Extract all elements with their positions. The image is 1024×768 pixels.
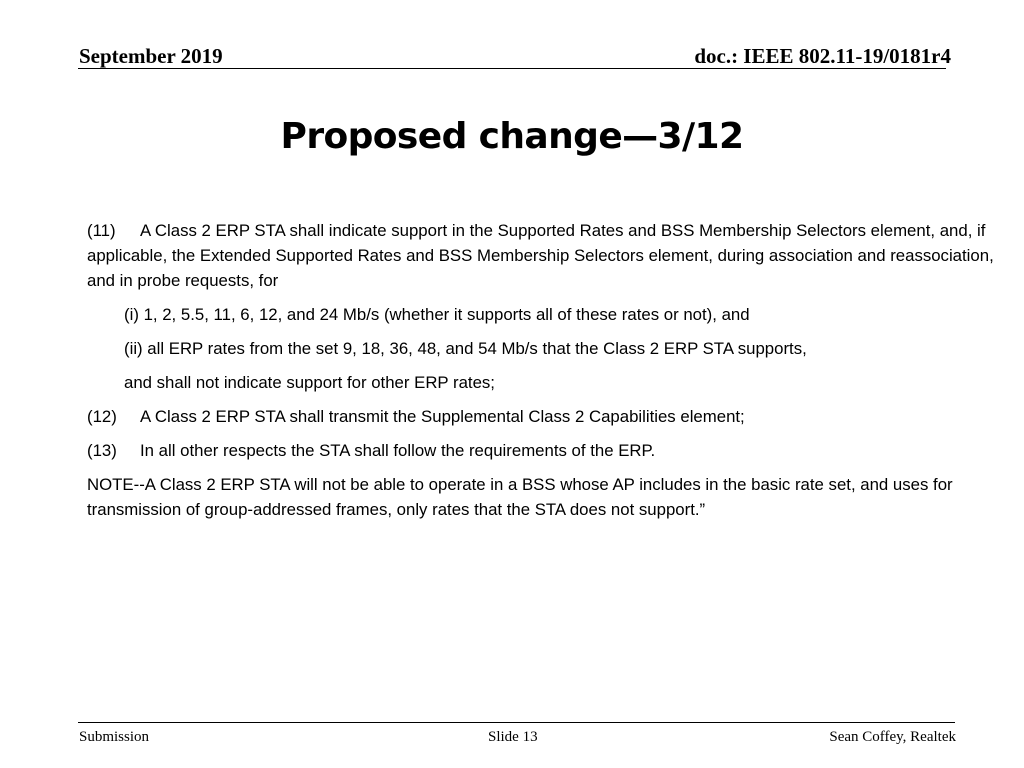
item-11-text: A Class 2 ERP STA shall indicate support in the Supported Rates and BSS Membership Selectors element, and, if applicable, the Extended Supported Rates and BSS Membership Selectors element, during association and reassociation, and in probe requests, for [87,221,994,290]
footer-submission: Submission [79,729,150,745]
sub-item-ii: (ii) all ERP rates from the set 9, 18, 36, 48, and 54 Mb/s that the Class 2 ERP STA supports, [124,339,807,358]
sub-item-closing: and shall not indicate support for other ERP rates; [124,373,495,392]
item-12 [87,404,1015,429]
item-11-number: (11) [87,221,116,240]
footer-rule [78,722,955,723]
item-13-text: In all other respects the STA shall follow the requirements of the ERP. [140,441,656,460]
header-date: September 2019 [79,44,223,68]
footer-author: Sean Coffey, Realtek [829,729,956,745]
item-12-number: (12) [87,407,117,426]
item-13 [87,438,1015,463]
sub-item-i: (i) 1, 2, 5.5, 11, 6, 12, and 24 Mb/s (whether it supports all of these rates or not), and [124,305,750,324]
slide-title: Proposed change—3/12 [280,116,744,157]
note: NOTE--A Class 2 ERP STA will not be able to operate in a BSS whose AP includes in the basic rate set, and uses for transmission of group-addressed frames, only rates that the STA does not support.” [87,475,953,519]
item-13-number: (13) [87,441,117,460]
header-rule [78,68,946,69]
header-doc-number: doc.: IEEE 802.11-19/0181r4 [694,44,951,68]
slide-body [87,218,1015,522]
item-12-text: A Class 2 ERP STA shall transmit the Supplemental Class 2 Capabilities element; [140,407,745,426]
item-11 [87,218,1015,293]
footer-slide-number: Slide 13 [488,729,538,745]
